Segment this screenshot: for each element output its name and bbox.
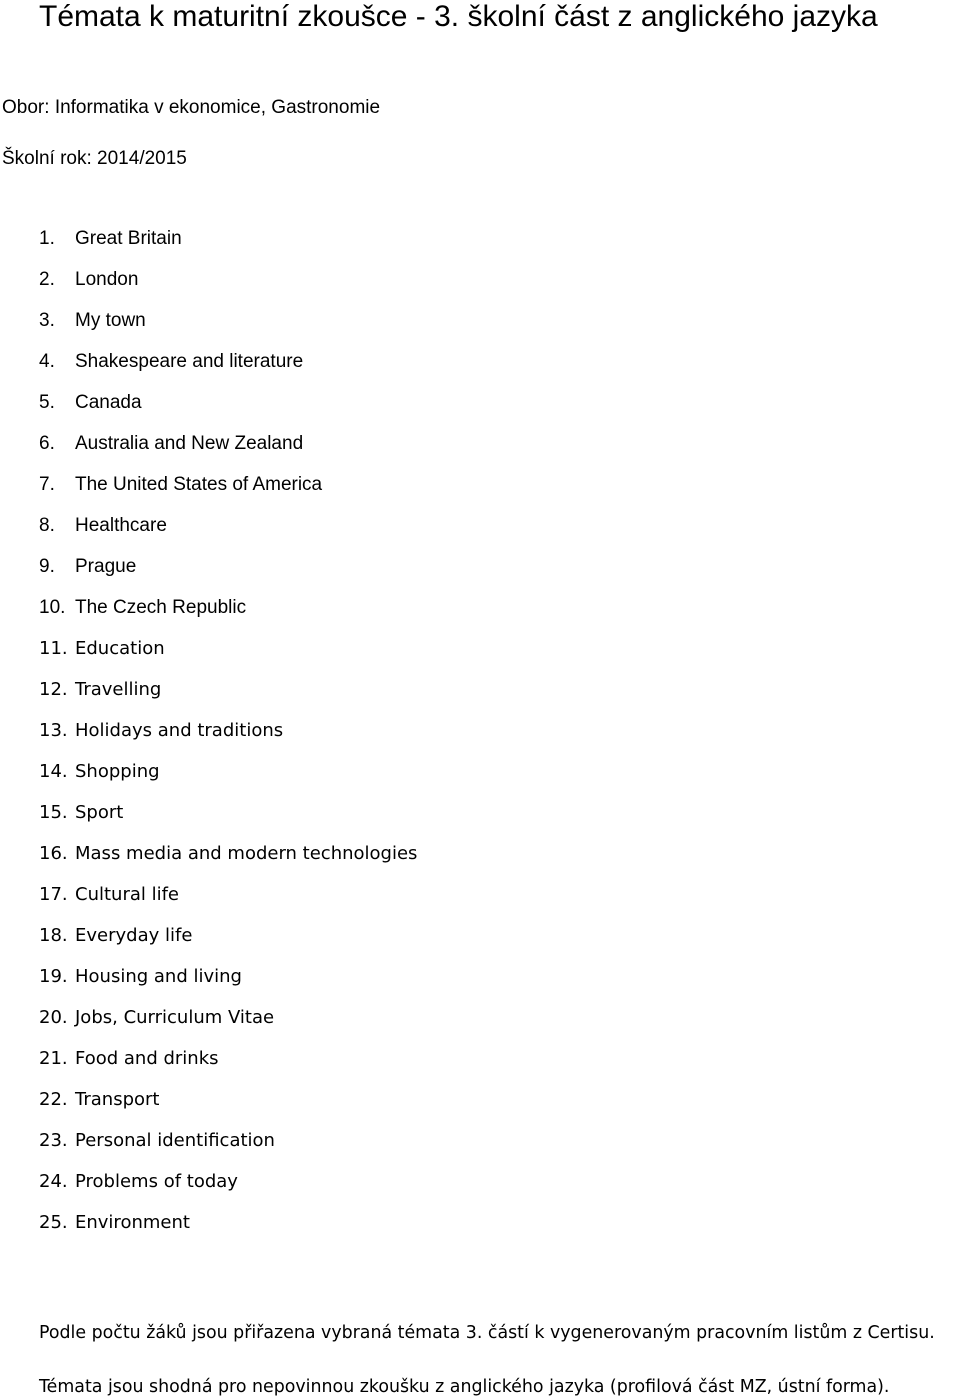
topic-label: Everyday life [75, 925, 193, 946]
topic-label: Education [75, 638, 165, 659]
topic-number: 9. [39, 556, 55, 577]
topic-number: 22. [39, 1089, 68, 1110]
obor-value: Informatika v ekonomice, Gastronomie [54, 97, 381, 118]
topic-label: Jobs, Curriculum Vitae [75, 1007, 275, 1028]
obor-label: Obor: [2, 97, 50, 118]
topic-label: Travelling [75, 679, 162, 700]
assignment-note: Podle počtu žáků jsou přiřazena vybraná témata 3. částí k vygenerovaným pracovním listům z Certisu. [39, 1323, 935, 1344]
school-year-value: 2014/2015 [97, 148, 187, 169]
topic-number: 15. [39, 802, 68, 823]
optional-exam-note: Témata jsou shodná pro nepovinnou zkoušku z anglického jazyka (profilová část MZ, ústní forma). [39, 1377, 890, 1398]
topic-label: Food and drinks [75, 1048, 219, 1069]
topic-number: 7. [39, 474, 55, 495]
topic-number: 24. [39, 1171, 68, 1192]
topic-number: 17. [39, 884, 68, 905]
topic-label: Shopping [75, 761, 160, 782]
topic-number: 1. [39, 228, 55, 249]
topic-number: 14. [39, 761, 68, 782]
topic-label: Healthcare [75, 515, 167, 536]
topic-label: Personal identification [75, 1130, 275, 1151]
topic-label: Shakespeare and literature [75, 351, 304, 372]
topic-label: The Czech Republic [75, 597, 247, 618]
document-title: Témata k maturitní zkoušce - 3. školní část z anglického jazyka [39, 0, 878, 33]
topic-number: 16. [39, 843, 68, 864]
topic-label: Great Britain [75, 228, 182, 249]
topic-label: London [75, 269, 139, 290]
topic-label: The United States of America [75, 474, 323, 495]
topic-number: 10. [39, 597, 66, 618]
obor-line [2, 96, 380, 120]
topic-label: Transport [75, 1089, 160, 1110]
topic-label: My town [75, 310, 146, 331]
topic-number: 18. [39, 925, 68, 946]
school-year-line [2, 147, 187, 171]
topic-label: Housing and living [75, 966, 242, 987]
topic-label: Australia and New Zealand [75, 433, 304, 454]
topic-number: 2. [39, 269, 55, 290]
topic-number: 20. [39, 1007, 68, 1028]
topic-number: 23. [39, 1130, 68, 1151]
topic-label: Mass media and modern technologies [75, 843, 418, 864]
topic-label: Cultural life [75, 884, 180, 905]
topic-number: 5. [39, 392, 55, 413]
topic-number: 4. [39, 351, 55, 372]
topic-number: 3. [39, 310, 55, 331]
topic-label: Problems of today [75, 1171, 238, 1192]
topic-number: 19. [39, 966, 68, 987]
school-year-label: Školní rok: [2, 148, 92, 169]
topic-number: 25. [39, 1212, 68, 1233]
topic-label: Holidays and traditions [75, 720, 284, 741]
topic-number: 21. [39, 1048, 68, 1069]
topic-label: Prague [75, 556, 137, 577]
topic-label: Environment [75, 1212, 190, 1233]
topic-number: 12. [39, 679, 68, 700]
topic-label: Sport [75, 802, 124, 823]
topic-number: 6. [39, 433, 55, 454]
topic-number: 11. [39, 638, 68, 659]
topic-number: 13. [39, 720, 68, 741]
topic-label: Canada [75, 392, 142, 413]
topic-number: 8. [39, 515, 55, 536]
